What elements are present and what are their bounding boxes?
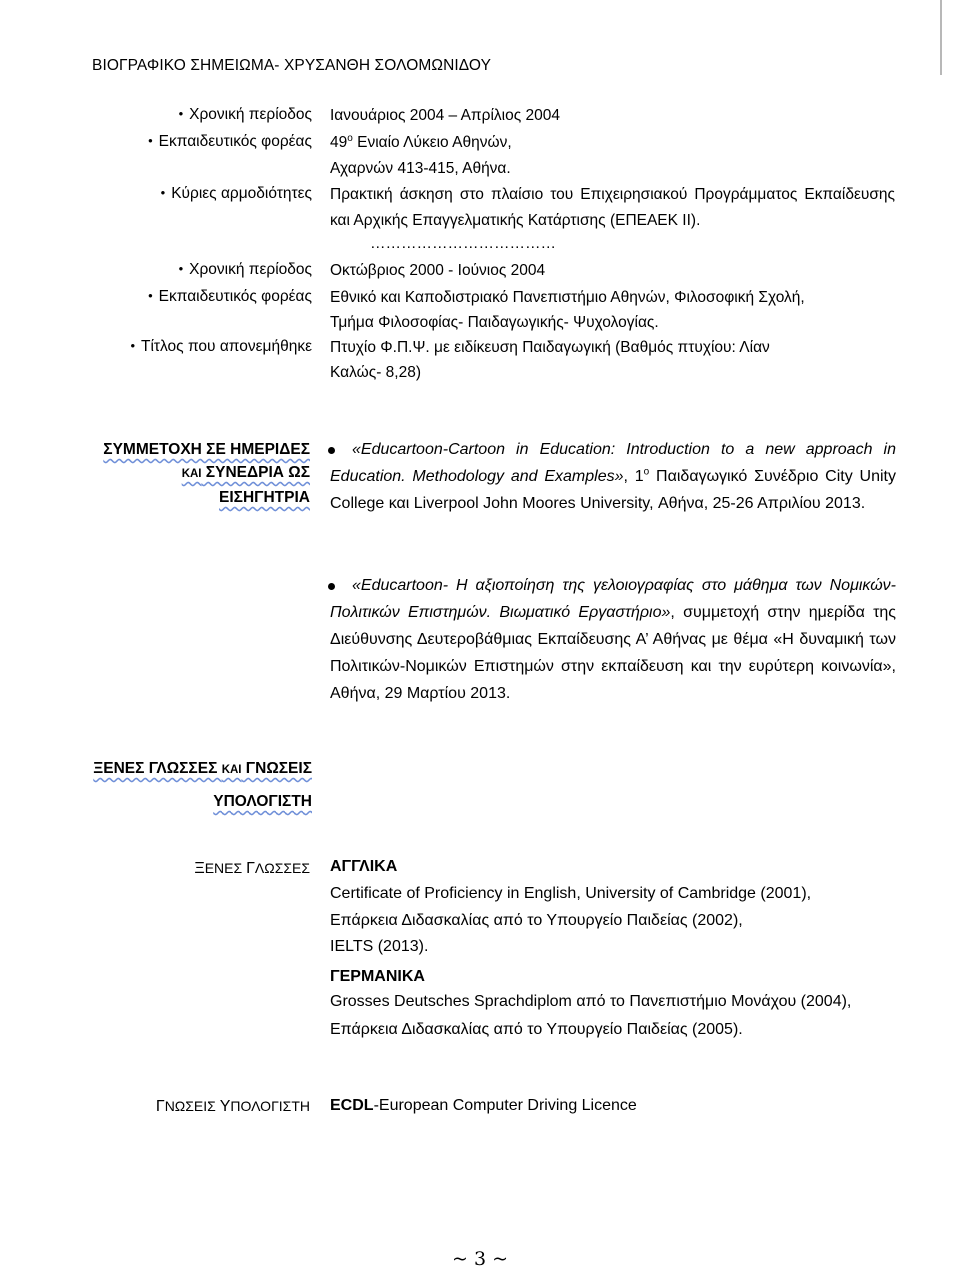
computer-skills-value: ECDL-European Computer Driving Licence [330,1097,637,1114]
bullet: • [178,261,184,276]
period-label: • Χρονική περίοδος [178,261,312,278]
period-value: Ιανουάριος 2004 – Απρίλιος 2004 [330,107,560,124]
page-number: ~ 3 ~ [451,1248,508,1270]
computer-skills-label: ΓΝΩΣΕΙΣ ΥΠΟΛΟΓΙΣΤΗ [155,1098,310,1115]
period-value: Οκτώβριος 2000 - Ιούνιος 2004 [330,262,546,279]
page-edge-line [940,0,942,75]
bullet: • [148,133,153,148]
period-label: • Χρονική περίοδος [178,106,312,123]
section-title-languages: ΞΕΝΕΣ ΓΛΩΣΣΕΣ ΚΑΙ ΓΝΩΣΕΙΣ ΥΠΟΛΟΓΙΣΤΗ [93,760,312,810]
german-title: ΓΕΡΜΑΝΙΚΑ [330,968,425,985]
conference-item: «Educartoon-Cartoon in Education: Introduction to a new approach in Education. Methodology and Examples», $1^o$ Παιδαγωγικό Συνέδριο City Unity College και Liverpool John Moores University, Αθήνα, 25-26 Απριλίου 2013. [330,441,896,512]
degree-grade: Καλώς- 8,28) [330,364,421,381]
degree-value: Πτυχίο Φ.Π.Ψ. με ειδίκευση Παιδαγωγική (Βαθμός πτυχίου: Λίαν [330,339,770,356]
english-cert-2: Επάρκεια Διδασκαλίας από το Υπουργείο Παιδείας (2002), [330,912,743,929]
degree-label: • Τίτλος που απονεμήθηκε [130,338,312,355]
bullet: • [160,185,166,200]
german-cert-2: Επάρκεια Διδασκαλίας από το Υπουργείο Παιδείας (2005). [330,1021,743,1038]
institution-label: • Εκπαιδευτικός φορέας [148,288,312,305]
bullet: • [178,106,184,121]
english-cert-3: IELTS (2013). [330,938,429,955]
institution-label: • Εκπαιδευτικός φορέας [148,133,312,150]
bullet [328,583,335,590]
separator-dots: ……………………………… [370,235,556,252]
bullet: • [130,338,135,353]
conference-item: «Educartoon- Η αξιοποίηση της γελοιογραφίας στο μάθημα των Νομικών-Πολιτικών Επιστημών. Βιωματικό Εργαστήριο», συμμετοχή στην ημερίδα της Διεύθυνσης Δευτεροβάθμιας Εκπαίδευσης Α’ Αθήνας με θέμα «Η δυναμική των Πολιτικών-Νομικών Επιστημών στην εκπαίδευση και την ευρύτερη κοινωνία», Αθήνα, 29 Μαρτίου 2013. [330,577,896,702]
bullet: • [148,288,153,303]
bullet [328,447,335,454]
institution-department: Τμήμα Φιλοσοφίας- Παιδαγωγικής- Ψυχολογίας. [330,314,659,331]
duties-value: Πρακτική άσκηση στο πλαίσιο του Επιχειρησιακού Προγράμματος Εκπαίδευσης και Αρχικής Επαγγελματικής Κατάρτισης (ΕΠΕΑΕΚ ΙΙ). [330,186,895,229]
institution-value: Εθνικό και Καποδιστριακό Πανεπιστήμιο Αθηνών, Φιλοσοφική Σχολή, [330,289,805,306]
german-cert-1: Grosses Deutsches Sprachdiplom από το Πανεπιστήμιο Μονάχου (2004), [330,993,852,1010]
document-header: ΒΙΟΓΡΑΦΙΚΟ ΣΗΜΕΙΩΜΑ- ΧΡΥΣΑΝΘΗ ΣΟΛΟΜΩΝΙΔΟΥ [92,57,492,74]
institution-address: Αχαρνών 413-415, Αθήνα. [330,160,511,177]
institution-value: $49^o$ Ενιαίο Λύκειο Αθηνών, [330,132,512,151]
section-title-conferences: ΣΥΜΜΕΤΟΧΗ ΣΕ ΗΜΕΡΙΔΕΣ ΚΑΙ ΣΥΝΕΔΡΙΑ ΩΣ ΕΙΣΗΓΗΤΡΙΑ [103,441,310,506]
english-title: ΑΓΓΛΙΚΑ [330,858,398,875]
english-cert-1: Certificate of Proficiency in English, University of Cambridge (2001), [330,885,812,902]
foreign-languages-label: ΞΕΝΕΣ ΓΛΩΣΣΕΣ [194,860,310,877]
duties-label: • Κύριες αρμοδιότητες [160,185,312,202]
